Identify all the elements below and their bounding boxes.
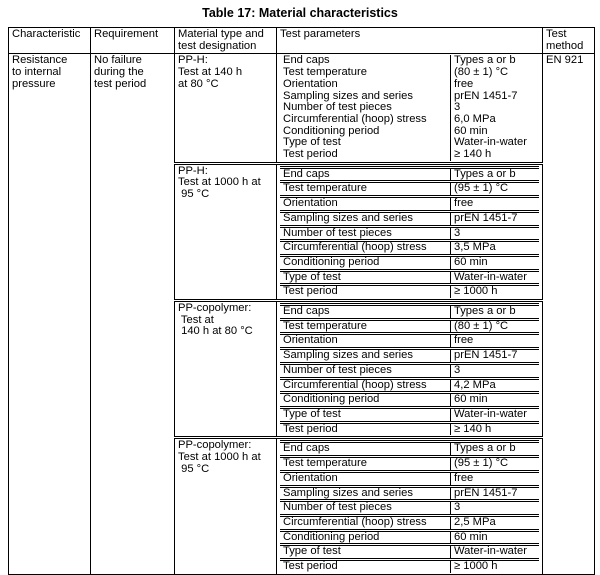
parameter-label: Sampling sizes and series: [283, 89, 413, 102]
parameter-label: Orientation: [280, 334, 451, 349]
test-parameters-cell: [277, 54, 543, 163]
parameter-row: [280, 241, 539, 256]
parameter-label: Number of test pieces: [280, 363, 451, 378]
parameter-value: 3: [451, 226, 540, 241]
parameter-label: Conditioning period: [283, 124, 380, 137]
characteristic-line: to internal: [12, 66, 62, 79]
test-parameters-cell: [277, 163, 543, 300]
parameter-value: Types a or b: [451, 55, 540, 67]
material-characteristics-table: [8, 27, 595, 575]
parameter-value: prEN 1451-7: [451, 486, 540, 501]
parameter-value: (80 ± 1) °C: [451, 67, 540, 79]
parameter-value: 60 min: [451, 530, 540, 545]
parameter-row: [280, 211, 539, 226]
header-material-type: [175, 28, 277, 54]
parameter-row: [280, 378, 539, 393]
parameter-row: [280, 305, 539, 320]
parameter-value: 60 min: [451, 126, 540, 138]
parameter-row: [280, 501, 539, 516]
parameter-label: Number of test pieces: [280, 226, 451, 241]
parameter-label: Orientation: [280, 197, 451, 212]
parameter-label: Type of test: [283, 136, 341, 149]
header-material-line: Material type and: [178, 28, 264, 40]
parameters-list: [280, 166, 539, 298]
parameter-label: Type of test: [280, 407, 451, 422]
parameter-row: [280, 255, 539, 270]
parameter-label: Test period: [280, 560, 451, 573]
parameter-label: Test temperature: [280, 182, 451, 197]
parameter-row: [280, 471, 539, 486]
parameter-row: [280, 334, 539, 349]
parameter-label: Test period: [283, 148, 338, 161]
parameter-label: Conditioning period: [280, 530, 451, 545]
material-line: PP-H:: [178, 164, 208, 177]
parameter-label: Circumferential (hoop) stress: [280, 515, 451, 530]
parameter-row: [280, 515, 539, 530]
parameter-value: Types a or b: [451, 305, 540, 320]
parameter-value: 2,5 MPa: [451, 515, 540, 530]
parameter-row: [280, 560, 539, 573]
test-parameters-cell: [277, 438, 543, 574]
parameter-label: Sampling sizes and series: [280, 349, 451, 364]
parameter-row: [280, 407, 539, 422]
parameter-value: 60 min: [451, 393, 540, 408]
test-parameters-cell: [277, 301, 543, 438]
parameter-row: [280, 363, 539, 378]
requirement-line: during the: [94, 66, 144, 79]
parameter-row: [280, 226, 539, 241]
characteristic-line: Resistance: [12, 54, 68, 67]
parameter-label: End caps: [280, 167, 451, 182]
parameter-row: [280, 114, 539, 126]
requirement-cell: [91, 54, 175, 574]
parameter-value: (95 ± 1) °C: [451, 457, 540, 472]
parameters-list: [280, 440, 539, 572]
parameter-value: 4,2 MPa: [451, 378, 540, 393]
material-line: 140 h at 80 °C: [178, 325, 253, 338]
parameter-row: [280, 79, 539, 91]
parameter-label: Type of test: [280, 270, 451, 285]
header-requirement: Requirement: [91, 28, 175, 54]
parameter-value: ≥ 1000 h: [451, 560, 540, 573]
parameter-value: ≥ 1000 h: [451, 285, 540, 298]
parameter-label: Sampling sizes and series: [280, 211, 451, 226]
material-designation-cell: [175, 163, 277, 300]
parameter-row: [280, 393, 539, 408]
material-designation-cell: [175, 301, 277, 438]
parameter-value: prEN 1451-7: [451, 91, 540, 103]
parameter-label: Type of test: [280, 545, 451, 560]
header-row: [9, 28, 595, 54]
parameter-value: 3,5 MPa: [451, 241, 540, 256]
parameter-label: Conditioning period: [280, 255, 451, 270]
parameter-label: Test temperature: [280, 319, 451, 334]
header-test-method: [543, 28, 595, 54]
parameter-value: 6,0 MPa: [451, 114, 540, 126]
material-line: PP-H:: [178, 54, 208, 67]
header-characteristic: Characteristic: [9, 28, 91, 54]
parameter-row: [280, 149, 539, 161]
parameter-value: ≥ 140 h: [451, 149, 540, 161]
material-line: Test at: [178, 313, 214, 326]
material-line: at 80 °C: [178, 77, 219, 90]
parameter-label: Circumferential (hoop) stress: [283, 112, 427, 125]
parameter-label: Test period: [280, 285, 451, 298]
parameter-label: Circumferential (hoop) stress: [280, 378, 451, 393]
parameter-row: [280, 442, 539, 457]
parameter-value: prEN 1451-7: [451, 349, 540, 364]
material-line: 95 °C: [178, 188, 210, 201]
header-material-line: test designation: [178, 39, 257, 52]
material-line: 95 °C: [178, 462, 210, 475]
parameter-label: Sampling sizes and series: [280, 486, 451, 501]
parameter-value: Types a or b: [451, 442, 540, 457]
characteristic-line: pressure: [12, 77, 56, 90]
material-line: Test at 140 h: [178, 66, 243, 79]
parameter-label: End caps: [283, 54, 330, 67]
parameter-value: 3: [451, 102, 540, 114]
header-test-method-line: Test: [546, 28, 567, 40]
parameter-value: free: [451, 197, 540, 212]
parameter-label: Test temperature: [283, 66, 367, 79]
parameter-value: free: [451, 334, 540, 349]
parameter-label: Circumferential (hoop) stress: [280, 241, 451, 256]
parameter-row: [280, 167, 539, 182]
parameter-label: End caps: [280, 305, 451, 320]
parameter-value: Types a or b: [451, 167, 540, 182]
parameter-label: Number of test pieces: [280, 501, 451, 516]
parameter-label: Orientation: [280, 471, 451, 486]
parameter-row: [280, 530, 539, 545]
parameter-row: [280, 349, 539, 364]
parameter-row: [280, 197, 539, 212]
parameter-value: Water-in-water: [451, 137, 540, 149]
table-row: [9, 54, 595, 163]
parameter-value: 3: [451, 501, 540, 516]
material-designation-cell: [175, 438, 277, 574]
parameter-row: [280, 545, 539, 560]
parameter-value: (95 ± 1) °C: [451, 182, 540, 197]
material-line: Test at 1000 h at: [178, 176, 261, 189]
parameter-label: Number of test pieces: [283, 101, 392, 114]
parameter-label: Orientation: [283, 77, 338, 90]
parameter-row: [280, 422, 539, 435]
parameter-row: [280, 486, 539, 501]
characteristic-cell: [9, 54, 91, 574]
material-line: Test at 1000 h at: [178, 451, 261, 464]
requirement-line: test period: [94, 77, 147, 90]
parameter-value: prEN 1451-7: [451, 211, 540, 226]
parameter-row: [280, 270, 539, 285]
parameter-value: free: [451, 471, 540, 486]
parameter-row: [280, 285, 539, 298]
parameter-label: End caps: [280, 442, 451, 457]
parameter-label: Test period: [280, 422, 451, 435]
parameter-label: Conditioning period: [280, 393, 451, 408]
material-designation-cell: [175, 54, 277, 163]
parameters-list: [280, 303, 539, 435]
parameter-value: Water-in-water: [451, 407, 540, 422]
parameter-value: ≥ 140 h: [451, 422, 540, 435]
parameter-label: Test temperature: [280, 457, 451, 472]
parameter-row: [280, 182, 539, 197]
parameter-value: free: [451, 79, 540, 91]
parameter-value: Water-in-water: [451, 270, 540, 285]
parameter-value: 60 min: [451, 255, 540, 270]
parameter-row: [280, 319, 539, 334]
table-title: Table 17: Material characteristics: [202, 6, 398, 20]
requirement-line: No failure: [94, 54, 142, 67]
parameter-value: 3: [451, 363, 540, 378]
parameter-value: Water-in-water: [451, 545, 540, 560]
header-test-parameters: Test parameters: [277, 28, 543, 54]
header-test-method-line: method: [546, 39, 584, 52]
material-line: PP-copolymer:: [178, 439, 252, 452]
parameter-value: (80 ± 1) °C: [451, 319, 540, 334]
test-method-cell: EN 921: [543, 54, 595, 574]
material-line: PP-copolymer:: [178, 302, 252, 315]
parameters-list: [280, 55, 539, 160]
parameter-row: [280, 457, 539, 472]
